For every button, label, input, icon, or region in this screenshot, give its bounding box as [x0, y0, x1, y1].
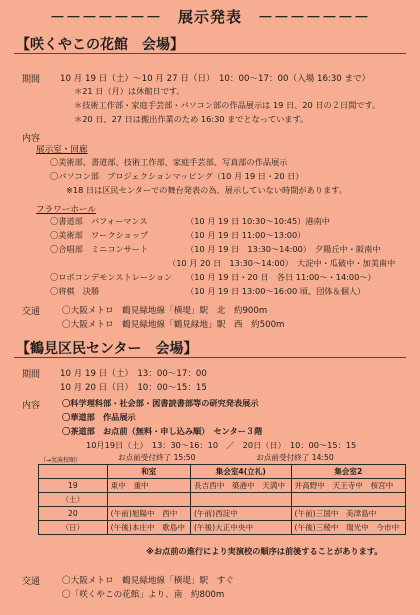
table-footer: ※お点前の進行により実演校の順序は前後することがあります。: [146, 546, 383, 556]
schedule-table: [38, 464, 406, 535]
table-row: [39, 521, 406, 535]
table-cell: [107, 493, 190, 507]
flower-item-time: （10 月 19 日・20 日 各日 11:00〜・14:00〜）: [186, 272, 376, 282]
table-date: （土）: [39, 493, 108, 507]
page-title: －－－－－－－ 展示発表 －－－－－－－: [49, 8, 370, 26]
chado-times: 10月19日（土） 13：30〜16：10 ／ 20日（日） 10：00〜15：15: [86, 440, 357, 450]
divider: [14, 357, 406, 358]
note: ＊21 日（月）は休館日です。: [74, 86, 185, 96]
hanakan-period: 10 月 19 日（土）〜10 月 27 日（日） 10：00〜17：00（入場 16:30 まで）: [60, 74, 371, 84]
flower-item-time: （10 月 19 日 10:30〜10:45）港南中: [186, 216, 330, 226]
table-date: （日）: [39, 521, 108, 535]
koutsu-label: 交通: [22, 577, 41, 587]
koutsu-item: 〇大阪メトロ 鶴見緑地線「横堤」駅 北 約900m: [62, 306, 268, 316]
koutsu-item: 〇「咲くやこの花館」より、南 約800m: [62, 590, 225, 600]
table-date: 19: [39, 479, 108, 493]
table-row: [39, 507, 406, 521]
table-cell: [291, 493, 405, 507]
table-cell: [190, 493, 291, 507]
tsurumi-item: 〇科学理科部・社会部・図書読書部等の研究発表展示: [62, 398, 259, 408]
table-cell: (午後)大正中央中: [190, 521, 291, 535]
note: ＊20 日、27 日は搬出作業のため 16:30 までとなっています。: [74, 114, 309, 124]
tsurumi-item: 〇茶道部 お点前（無料・申し込み順） センター３階: [62, 426, 263, 436]
table-header-blank: [39, 465, 108, 479]
note: ＊技術工作部・家庭手芸部・パソコン部の作品展示は 19 日、20 日の２日間です。: [74, 100, 381, 110]
table-cell: (午前)西淀中: [190, 507, 291, 521]
table-cell: 井高野中 天王寺中 桜宮中: [291, 479, 405, 493]
koutsu-item: 〇大阪メトロ 鶴見緑地線「横堤」駅 すぐ: [62, 576, 234, 586]
table-cell: (午後)本庄中 歌島中: [107, 521, 190, 535]
table-row: [39, 493, 406, 507]
flower-item-name: 〇ロボコンデモンストレーション: [50, 272, 173, 282]
tenji-item: 〇パソコン部 プロジェクションマッピング（10 月 19 日・20 日）: [50, 171, 304, 181]
table-header: 和室: [107, 465, 190, 479]
hanakan-heading: 【咲くやこの花館 会場】: [16, 37, 184, 53]
table-header: 集会室2: [291, 465, 405, 479]
kikan-label: 期間: [22, 75, 41, 85]
tenji-label: 展示室・回廊: [36, 145, 88, 155]
table-cell: (午前)三国中 美津島中: [291, 507, 405, 521]
tsurumi-heading: 【鶴見区民センター 会場】: [16, 341, 198, 357]
flower-item-time: （10 月 19 日 11:00〜13:00）: [186, 230, 306, 240]
kikan-label: 期間: [22, 370, 41, 380]
tsurumi-item: 〇華道部 作品展示: [62, 412, 136, 422]
table-cell: (午前)旭陽中 西中: [107, 507, 190, 521]
tenji-item: 〇美術部、書道部、技術工作部、家庭手芸部、写真部の作品展示: [50, 157, 288, 167]
flower-item-name: 〇合唱部 ミニコンサート: [50, 244, 149, 254]
table-row: [39, 479, 406, 493]
flower-item-time: （10 月 19 日 13:30〜14:00） 夕陽丘中・阪南中: [186, 244, 381, 254]
flower-label: フラワーホール: [36, 205, 96, 215]
koutsu-item: 〇大阪メトロ 鶴見緑地線「鶴見緑地」駅 西 約500m: [62, 320, 285, 330]
flower-item-name: 〇将棋 決勝: [50, 286, 100, 296]
flower-item-name: 〇美術部 ワークショップ: [50, 230, 149, 240]
divider: [14, 53, 406, 54]
table-header: 集会室4(立礼): [190, 465, 291, 479]
table-header-row: [39, 465, 406, 479]
tsurumi-period: 10 月 19 日（土） 13：00〜17：00: [60, 369, 207, 379]
flower-item-time: （10 月 19 日 13:00〜16:00 頃、団体＆個人）: [186, 286, 366, 296]
tsurumi-period: 10 月 20 日（日） 10：00〜15：15: [60, 383, 207, 393]
flower-item-name: 〇書道部 パフォーマンス: [50, 216, 148, 226]
koutsu-label: 交通: [22, 307, 41, 317]
chado-deadline: お点前受付終了 15:50 お点前受付終了 14:50: [118, 453, 334, 462]
naiyo-label: 内容: [22, 134, 41, 144]
naiyo-label: 内容: [22, 401, 41, 411]
table-note: （→実演校順）: [40, 457, 82, 464]
table-date: 20: [39, 507, 108, 521]
table-cell: 長吉西中 築港中 天満中: [190, 479, 291, 493]
flower-item-time: （10 月 20 日 13:30〜14:00） 大淀中・瓜破中・加美南中: [168, 258, 396, 268]
table-cell: (午後)三稜中 瑞光中 今市中: [291, 521, 405, 535]
table-cell: 東中 重中: [107, 479, 190, 493]
tenji-item: ※18 日は区民センターでの舞台発表の為、展示していない時間があります。: [66, 185, 347, 195]
